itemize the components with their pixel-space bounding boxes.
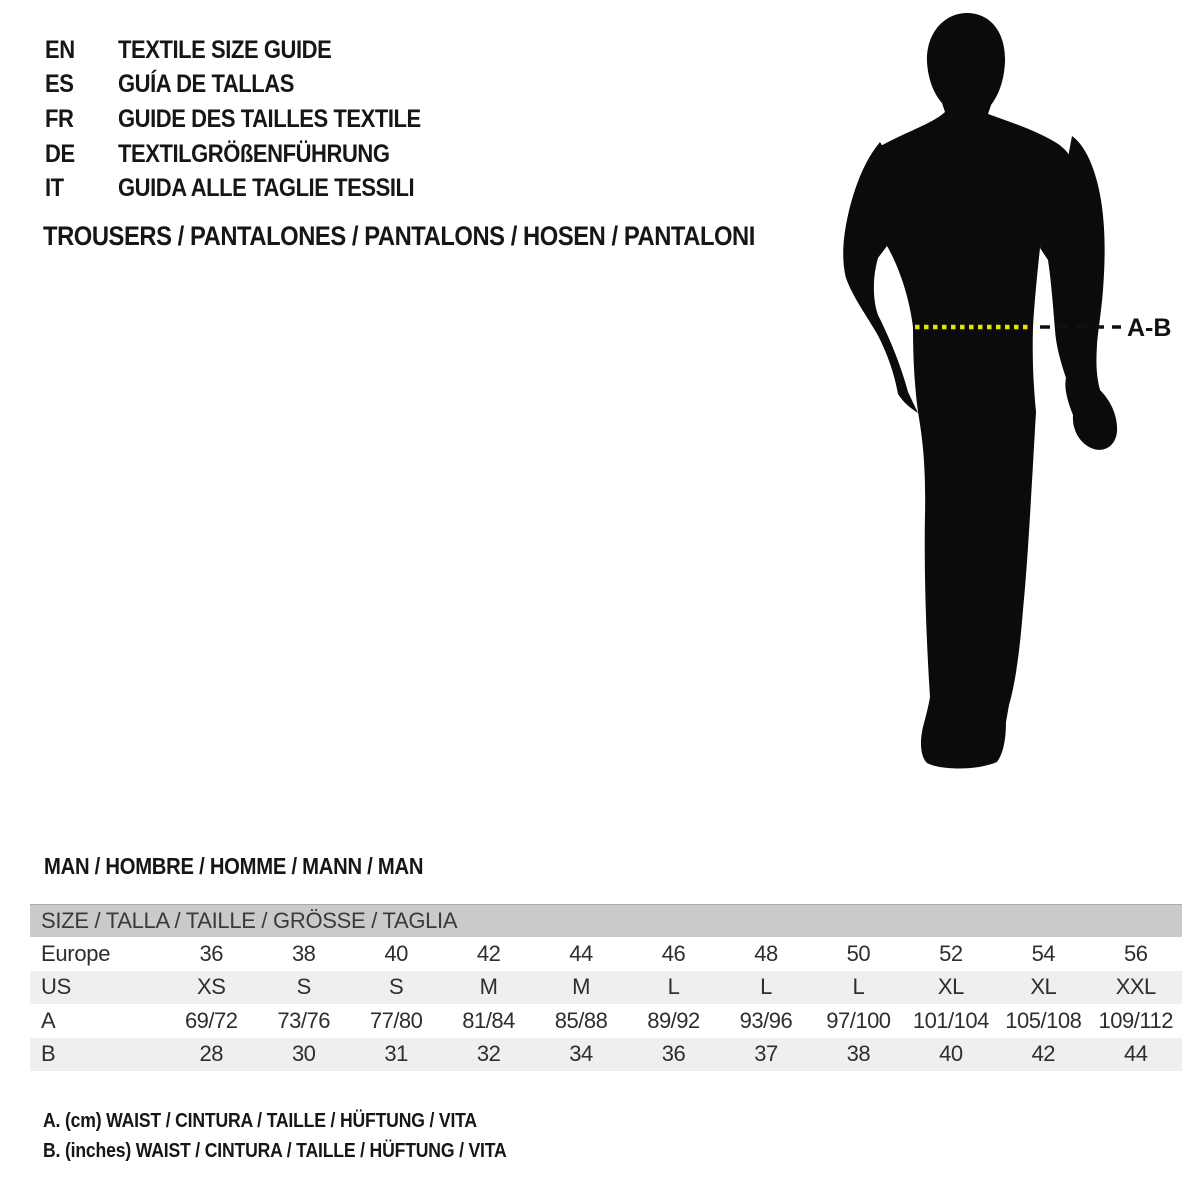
size-cell: L (852, 974, 865, 1000)
size-cell: 28 (199, 1041, 223, 1067)
size-cell: 48 (754, 940, 778, 966)
size-cell: 89/92 (647, 1007, 700, 1033)
language-label: GUIDE DES TAILLES TEXTILE (118, 104, 421, 133)
language-row (45, 171, 462, 206)
size-cell: 101/104 (912, 1007, 989, 1033)
size-cell: XL (937, 974, 964, 1000)
size-cell: M (479, 974, 498, 1000)
size-cell: 44 (1124, 1041, 1148, 1067)
section-title (44, 853, 475, 880)
waist-measure-label: A-B (1127, 314, 1172, 342)
language-row (45, 137, 462, 172)
man-silhouette-svg (820, 0, 1200, 800)
size-cell: 36 (661, 1041, 686, 1067)
row-label: B (41, 1041, 56, 1067)
language-list (45, 33, 462, 206)
size-cell: 73/76 (277, 1007, 330, 1033)
note-b-text: B. (inches) WAIST / CINTURA / TAILLE / HÜFTUNG / VITA (43, 1140, 507, 1162)
measurement-notes (43, 1110, 570, 1170)
size-cell: 40 (384, 940, 408, 966)
man-silhouette-figure (820, 0, 1200, 800)
size-cell: 31 (384, 1041, 408, 1067)
size-cell: 50 (846, 940, 871, 966)
language-code: DE (45, 139, 75, 168)
size-cell: 30 (291, 1041, 316, 1067)
size-cell: S (389, 974, 404, 1000)
size-cell: 85/88 (554, 1007, 608, 1033)
size-cell: L (760, 974, 772, 1000)
size-table-header-text: SIZE / TALLA / TAILLE / GRÖSSE / TAGLIA (41, 908, 458, 933)
language-code: EN (45, 35, 75, 64)
size-cell: XS (197, 974, 226, 1000)
table-row (30, 1004, 1182, 1038)
size-cell: 77/80 (369, 1007, 423, 1033)
size-cell: 46 (661, 940, 686, 966)
language-code: ES (45, 70, 74, 99)
note-a-text: A. (cm) WAIST / CINTURA / TAILLE / HÜFTUNG / VITA (43, 1110, 477, 1132)
size-cell: 42 (1031, 1041, 1056, 1067)
note-a-cm (43, 1110, 570, 1140)
size-cell: 54 (1031, 940, 1056, 966)
size-cell: 81/84 (462, 1007, 515, 1033)
language-code: FR (45, 104, 74, 133)
size-table (30, 904, 1182, 1071)
table-row (30, 971, 1182, 1005)
size-cell: 42 (476, 940, 501, 966)
size-cell: 44 (569, 940, 593, 966)
size-cell: 93/96 (739, 1007, 793, 1033)
row-label: A (41, 1007, 56, 1033)
category-title (43, 221, 852, 252)
language-row (45, 102, 462, 137)
size-cell: 36 (199, 940, 223, 966)
language-label: TEXTILGRÖßENFÜHRUNG (118, 139, 390, 168)
row-label: US (41, 974, 71, 1000)
language-label: GUÍA DE TALLAS (118, 70, 294, 99)
language-row (45, 33, 462, 68)
size-cell: M (572, 974, 590, 1000)
section-title-text: MAN / HOMBRE / HOMME / MANN / MAN (44, 853, 424, 879)
size-cell: XXL (1115, 974, 1156, 1000)
size-cell: 69/72 (184, 1007, 238, 1033)
size-cell: 38 (291, 940, 316, 966)
size-cell: 97/100 (826, 1007, 891, 1033)
size-cell: 34 (569, 1041, 593, 1067)
language-label: TEXTILE SIZE GUIDE (118, 35, 332, 64)
size-cell: 105/108 (1005, 1007, 1082, 1033)
size-cell: 32 (476, 1041, 501, 1067)
note-b-inches (43, 1140, 570, 1170)
size-cell: 52 (939, 940, 963, 966)
language-row (45, 68, 462, 103)
language-label: GUIDA ALLE TAGLIE TESSILI (118, 174, 415, 203)
language-code: IT (45, 174, 64, 203)
size-cell: 38 (846, 1041, 871, 1067)
size-cell: L (667, 974, 680, 1000)
size-cell: 37 (754, 1041, 778, 1067)
table-row (30, 937, 1182, 971)
size-cell: 56 (1124, 940, 1148, 966)
size-cell: 40 (939, 1041, 963, 1067)
size-cell: S (296, 974, 311, 1000)
size-cell: XL (1030, 974, 1057, 1000)
category-title-text: TROUSERS / PANTALONES / PANTALONS / HOSEN / PANTALONI (43, 221, 755, 251)
row-label: Europe (41, 940, 111, 966)
size-table-header (30, 904, 1182, 937)
table-row (30, 1038, 1182, 1072)
size-cell: 109/112 (1098, 1007, 1173, 1033)
